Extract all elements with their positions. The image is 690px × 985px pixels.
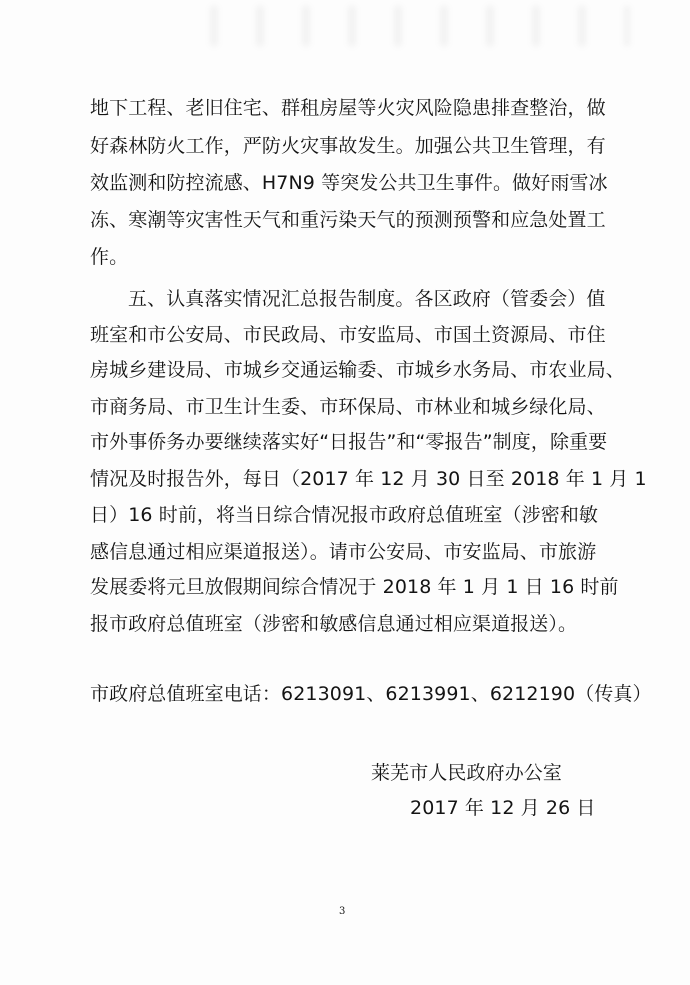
body-text-line: 效监测和防控流感、H7N9 等突发公共卫生事件。做好雨雪冰 (90, 172, 608, 194)
page-number: 3 (339, 906, 346, 917)
signature-date: 2017 年 12 月 26 日 (410, 797, 596, 819)
body-text-line: 日）16 时前，将当日综合情况报市政府总值班室（涉密和敏 (90, 504, 599, 526)
body-text-line: 感信息通过相应渠道报送）。请市公安局、市安监局、市旅游 (90, 541, 597, 563)
section-five-heading-line: 五、认真落实情况汇总报告制度。各区政府（管委会）值 (128, 288, 606, 310)
body-text-line: 冻、寒潮等灾害性天气和重污染天气的预测预警和应急处置工 (90, 209, 606, 231)
duty-office-phone-line: 市政府总值班室电话：6213091、6213991、6212190（传真） (90, 683, 652, 705)
bleed-through-marks (210, 6, 630, 46)
body-text-line: 市外事侨务办要继续落实好“日报告”和“零报告”制度，除重要 (90, 431, 608, 453)
body-text-line: 市商务局、市卫生计生委、市环保局、市林业和城乡绿化局、 (90, 396, 606, 418)
body-text-line: 房城乡建设局、市城乡交通运输委、市城乡水务局、市农业局、 (90, 359, 625, 381)
body-text-line: 好森林防火工作，严防火灾事故发生。加强公共卫生管理，有 (90, 135, 606, 157)
body-text-line: 作。 (90, 246, 129, 268)
body-text-line: 报市政府总值班室（涉密和敏感信息通过相应渠道报送）。 (90, 613, 578, 635)
body-text-line: 班室和市公安局、市民政局、市安监局、市国土资源局、市住 (90, 324, 606, 346)
signature-organization: 莱芜市人民政府办公室 (371, 762, 563, 784)
body-text-line: 地下工程、老旧住宅、群租房屋等火灾风险隐患排查整治，做 (90, 97, 606, 119)
body-text-line: 发展委将元旦放假期间综合情况于 2018 年 1 月 1 日 16 时前 (90, 576, 619, 598)
body-text-line: 情况及时报告外，每日（2017 年 12 月 30 日至 2018 年 1 月 1 (90, 468, 647, 490)
